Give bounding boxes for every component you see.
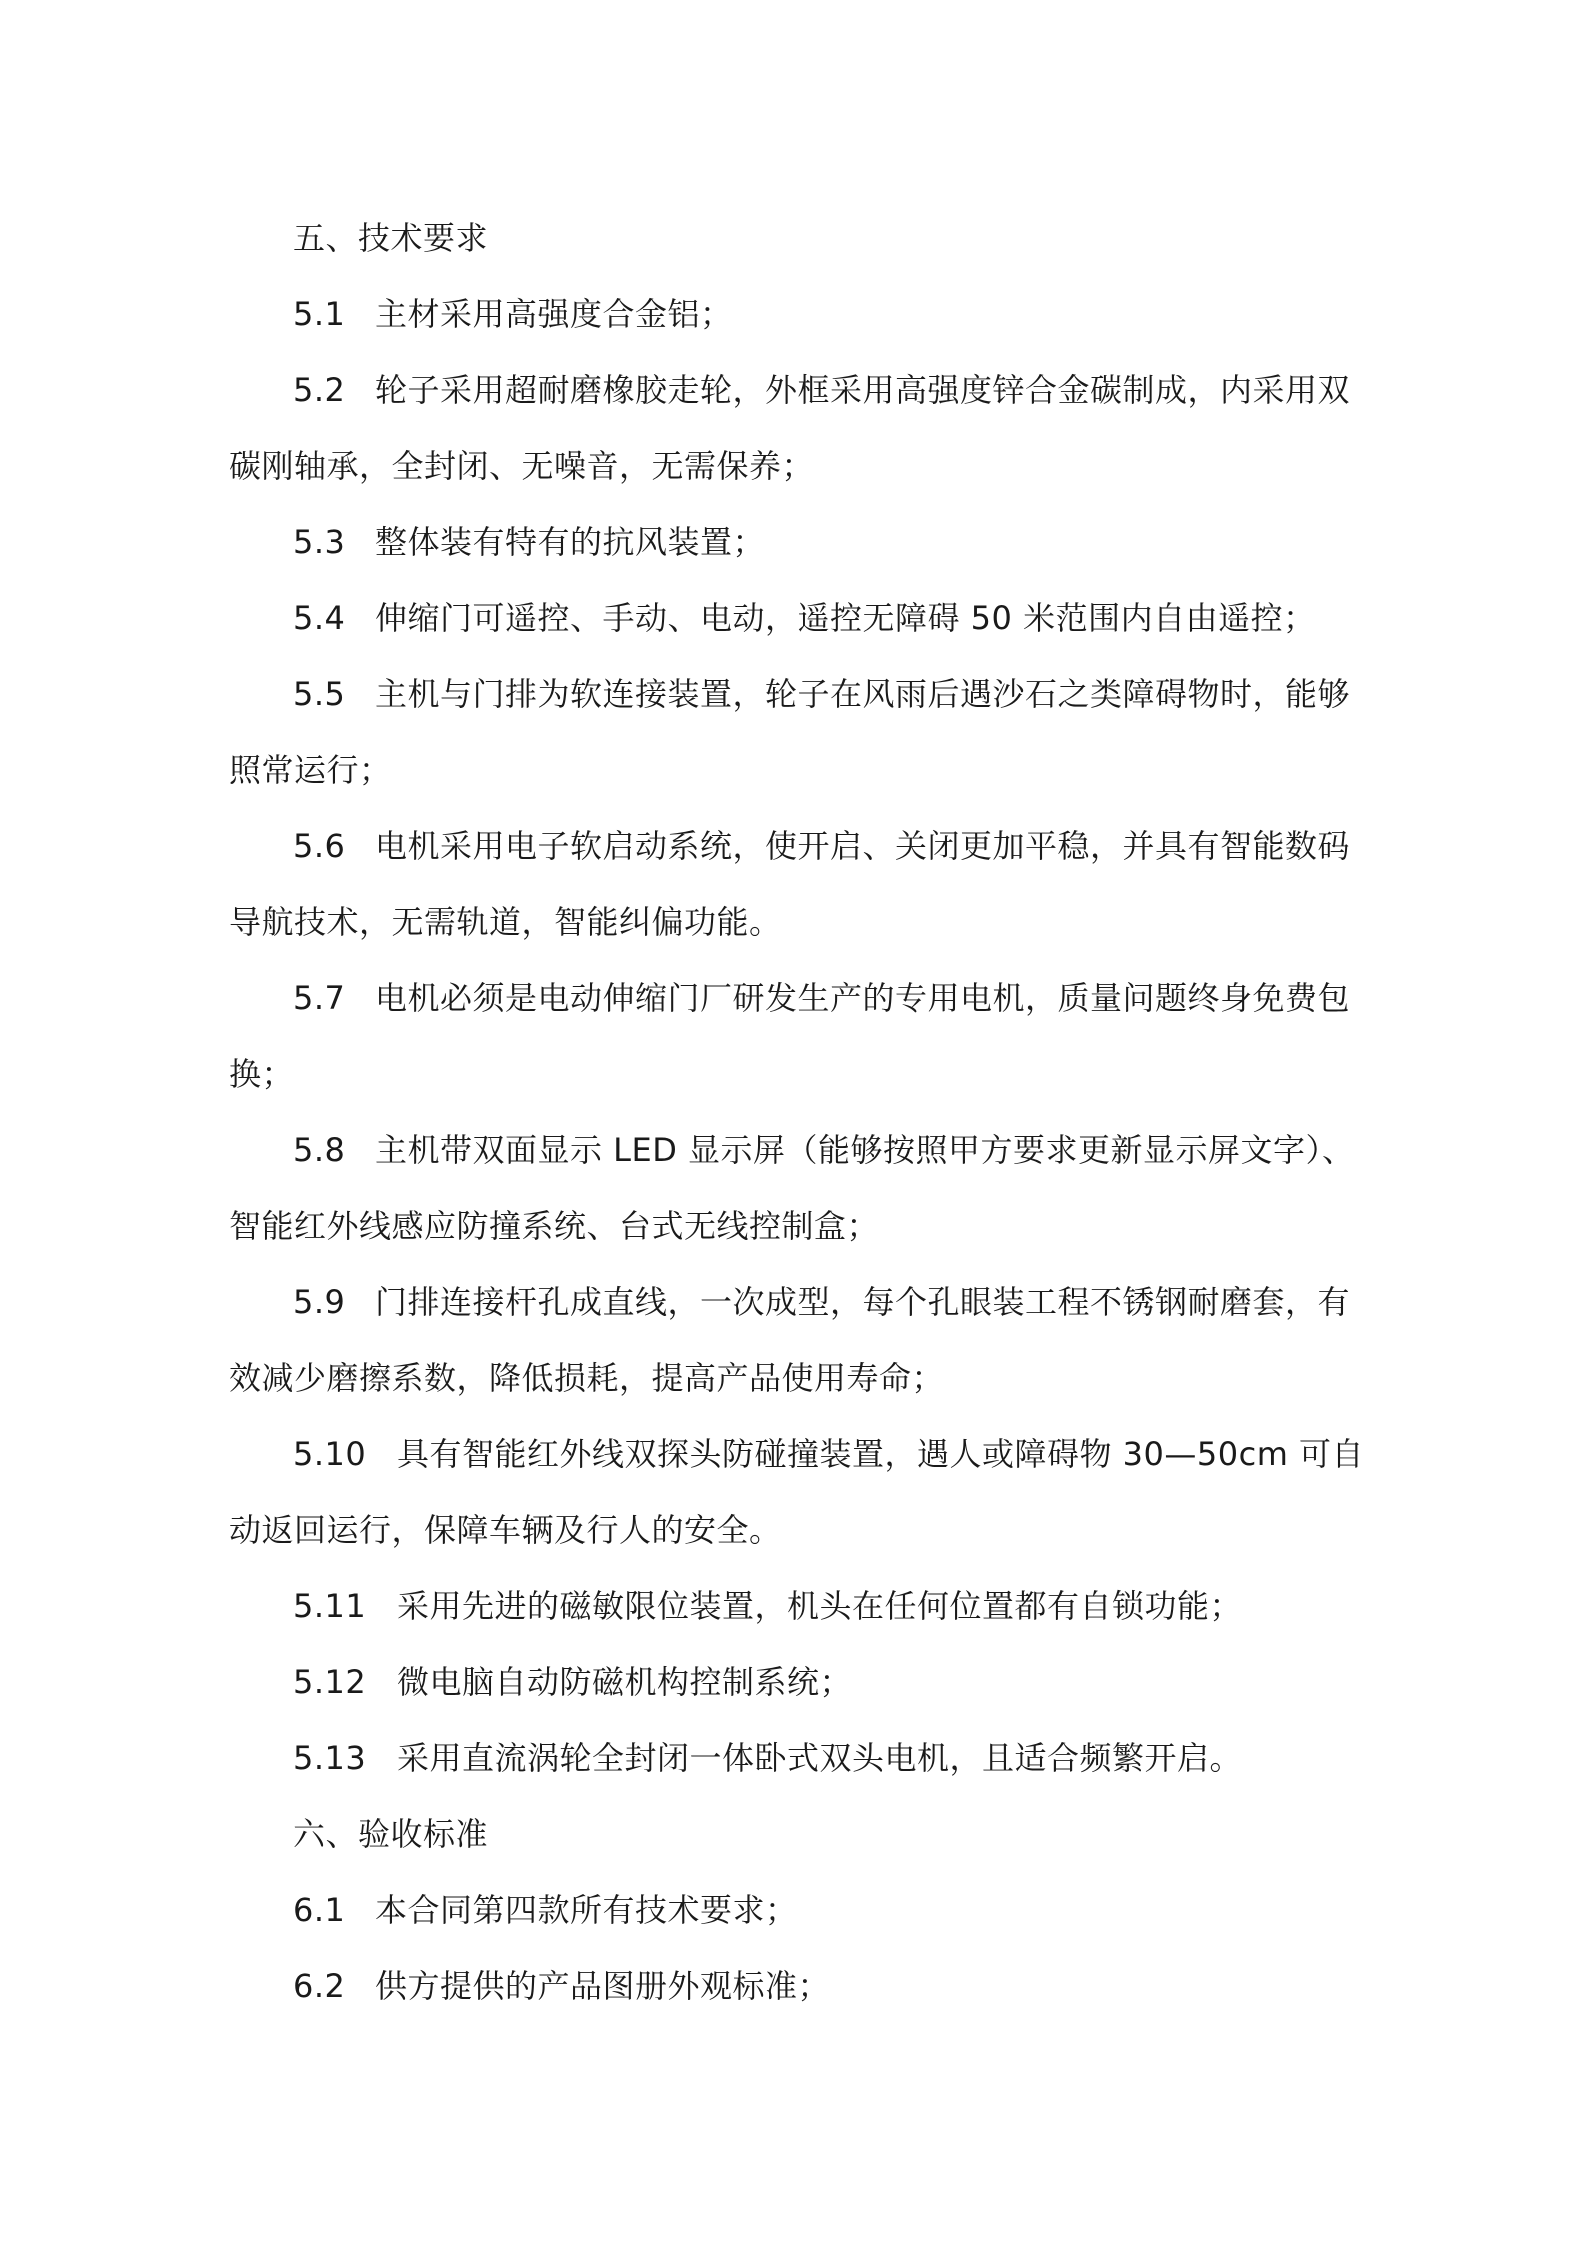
clause-number: 5.11 — [293, 1587, 367, 1625]
clause-number: 5.1 — [293, 295, 346, 333]
clause-text: 整体装有特有的抗风装置； — [375, 523, 766, 561]
clause-text: 主机与门排为软连接装置，轮子在风雨后遇沙石之类障碍物时，能够 — [375, 675, 1351, 713]
clause-text: 本合同第四款所有技术要求； — [375, 1891, 798, 1929]
clause-5-5 — [229, 656, 1351, 732]
clause-text: 供方提供的产品图册外观标准； — [375, 1967, 831, 2005]
clause-5-6-continued: 导航技术，无需轨道，智能纠偏功能。 — [229, 903, 782, 941]
clause-number: 5.4 — [293, 599, 346, 637]
section-heading-acceptance-standards: 六、验收标准 — [293, 1815, 489, 1853]
clause-6-2 — [229, 1948, 1344, 2024]
clause-5-2-continued: 碳刚轴承，全封闭、无噪音，无需保养； — [229, 447, 815, 485]
clause-text: 采用直流涡轮全封闭一体卧式双头电机，且适合频繁开启。 — [397, 1739, 1243, 1777]
clause-text: 电机采用电子软启动系统，使开启、关闭更加平稳，并具有智能数码 — [375, 827, 1351, 865]
document-content — [229, 200, 1365, 2024]
clause-5-3 — [229, 504, 1344, 580]
clause-text: 主材采用高强度合金铝； — [375, 295, 733, 333]
clause-number: 6.2 — [293, 1967, 346, 2005]
clause-6-1 — [229, 1872, 1344, 1948]
clause-5-10-continued: 动返回运行，保障车辆及行人的安全。 — [229, 1511, 782, 1549]
clause-number: 5.13 — [293, 1739, 367, 1777]
clause-text: 微电脑自动防磁机构控制系统； — [397, 1663, 853, 1701]
clause-5-9-continued: 效减少磨擦系数，降低损耗，提高产品使用寿命； — [229, 1359, 945, 1397]
clause-text: 具有智能红外线双探头防碰撞装置，遇人或障碍物 30—50cm 可自 — [397, 1435, 1365, 1473]
clause-5-5-continued: 照常运行； — [229, 751, 392, 789]
clause-number: 5.6 — [293, 827, 346, 865]
clause-number: 6.1 — [293, 1891, 346, 1929]
clause-text: 电机必须是电动伸缩门厂研发生产的专用电机，质量问题终身免费包 — [375, 979, 1351, 1017]
section-heading-technical-requirements: 五、技术要求 — [293, 219, 489, 257]
clause-5-11 — [229, 1568, 1344, 1644]
clause-text: 采用先进的磁敏限位装置，机头在任何位置都有自锁功能； — [397, 1587, 1243, 1625]
clause-text: 伸缩门可遥控、手动、电动，遥控无障碍 50 米范围内自由遥控； — [375, 599, 1316, 637]
clause-5-10 — [229, 1416, 1365, 1492]
clause-number: 5.12 — [293, 1663, 367, 1701]
clause-5-7 — [229, 960, 1351, 1036]
clause-5-13 — [229, 1720, 1344, 1796]
clause-number: 5.9 — [293, 1283, 346, 1321]
clause-5-8 — [229, 1112, 1355, 1188]
clause-5-7-continued: 换； — [229, 1055, 295, 1093]
clause-text: 轮子采用超耐磨橡胶走轮，外框采用高强度锌合金碳制成，内采用双 — [375, 371, 1351, 409]
clause-number: 5.3 — [293, 523, 346, 561]
clause-5-4 — [229, 580, 1344, 656]
clause-number: 5.5 — [293, 675, 346, 713]
clause-5-8-continued: 智能红外线感应防撞系统、台式无线控制盒； — [229, 1207, 880, 1245]
clause-5-6 — [229, 808, 1351, 884]
clause-number: 5.10 — [293, 1435, 367, 1473]
clause-number: 5.8 — [293, 1131, 346, 1169]
clause-text: 主机带双面显示 LED 显示屏（能够按照甲方要求更新显示屏文字）、 — [375, 1131, 1355, 1169]
clause-5-2 — [229, 352, 1351, 428]
clause-5-1 — [229, 276, 1344, 352]
clause-5-12 — [229, 1644, 1344, 1720]
clause-5-9 — [229, 1264, 1351, 1340]
clause-number: 5.7 — [293, 979, 346, 1017]
clause-number: 5.2 — [293, 371, 346, 409]
clause-text: 门排连接杆孔成直线，一次成型，每个孔眼装工程不锈钢耐磨套，有 — [375, 1283, 1351, 1321]
